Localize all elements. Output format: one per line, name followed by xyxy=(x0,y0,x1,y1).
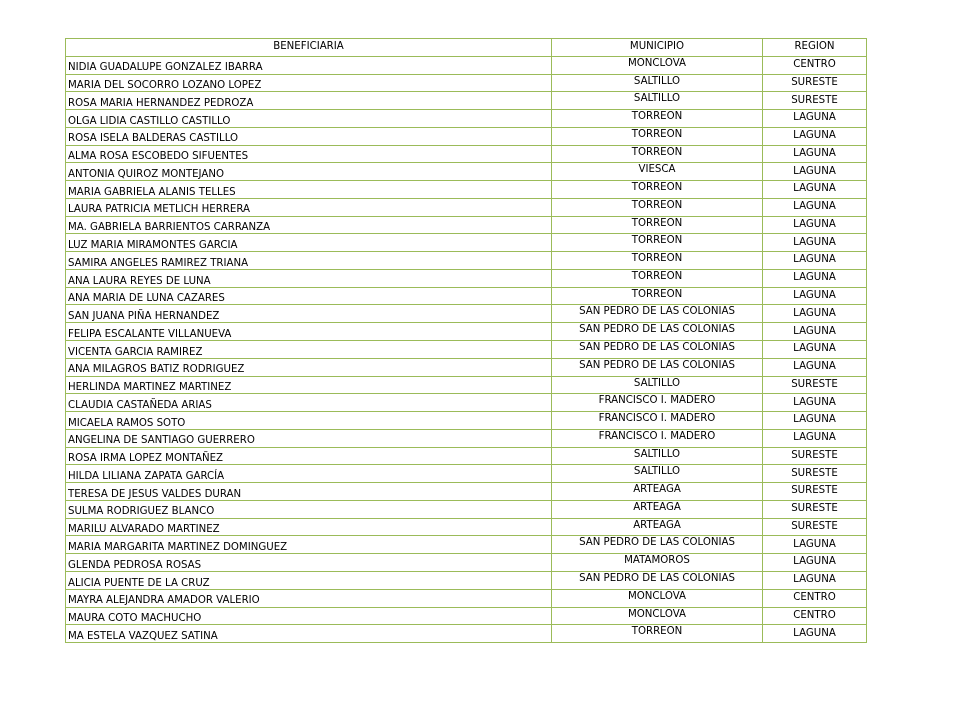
municipio-cell: SAN PEDRO DE LAS COLONIAS xyxy=(552,536,763,554)
region-cell: LAGUNA xyxy=(763,358,867,376)
municipio-cell: SAN PEDRO DE LAS COLONIAS xyxy=(552,323,763,341)
region-cell: SURESTE xyxy=(763,74,867,92)
beneficiaria-cell: ALMA ROSA ESCOBEDO SIFUENTES xyxy=(66,145,552,163)
municipio-cell: SALTILLO xyxy=(552,92,763,110)
table-row xyxy=(66,163,867,181)
municipio-cell: TORREON xyxy=(552,181,763,199)
municipio-cell: ARTEAGA xyxy=(552,500,763,518)
header-region: REGION xyxy=(763,39,867,57)
table-row xyxy=(66,376,867,394)
beneficiaria-cell: MAURA COTO MACHUCHO xyxy=(66,607,552,625)
beneficiaria-cell: MA. GABRIELA BARRIENTOS CARRANZA xyxy=(66,216,552,234)
table-row xyxy=(66,252,867,270)
table-row xyxy=(66,181,867,199)
table-row xyxy=(66,269,867,287)
table-row xyxy=(66,536,867,554)
municipio-cell: SAN PEDRO DE LAS COLONIAS xyxy=(552,571,763,589)
beneficiaria-cell: MA ESTELA VAZQUEZ SATINA xyxy=(66,625,552,643)
beneficiaria-cell: NIDIA GUADALUPE GONZALEZ IBARRA xyxy=(66,56,552,74)
table-row xyxy=(66,447,867,465)
table-row xyxy=(66,500,867,518)
table-row xyxy=(66,341,867,359)
header-municipio: MUNICIPIO xyxy=(552,39,763,57)
table-row xyxy=(66,625,867,643)
beneficiaria-cell: MARIA MARGARITA MARTINEZ DOMINGUEZ xyxy=(66,536,552,554)
beneficiaria-cell: HERLINDA MARTINEZ MARTINEZ xyxy=(66,376,552,394)
region-cell: LAGUNA xyxy=(763,252,867,270)
table-row xyxy=(66,589,867,607)
municipio-cell: FRANCISCO I. MADERO xyxy=(552,429,763,447)
table-row xyxy=(66,110,867,128)
region-cell: LAGUNA xyxy=(763,181,867,199)
region-cell: LAGUNA xyxy=(763,394,867,412)
table-row xyxy=(66,554,867,572)
region-cell: SURESTE xyxy=(763,447,867,465)
region-cell: LAGUNA xyxy=(763,198,867,216)
municipio-cell: MONCLOVA xyxy=(552,589,763,607)
region-cell: LAGUNA xyxy=(763,163,867,181)
table-row xyxy=(66,305,867,323)
table-row xyxy=(66,571,867,589)
region-cell: LAGUNA xyxy=(763,571,867,589)
region-cell: LAGUNA xyxy=(763,110,867,128)
municipio-cell: TORREON xyxy=(552,252,763,270)
region-cell: LAGUNA xyxy=(763,145,867,163)
municipio-cell: ARTEAGA xyxy=(552,483,763,501)
region-cell: LAGUNA xyxy=(763,341,867,359)
beneficiaria-cell: SULMA RODRIGUEZ BLANCO xyxy=(66,500,552,518)
municipio-cell: SAN PEDRO DE LAS COLONIAS xyxy=(552,341,763,359)
table-row xyxy=(66,74,867,92)
region-cell: LAGUNA xyxy=(763,536,867,554)
beneficiaria-cell: ANA MARIA DE LUNA CAZARES xyxy=(66,287,552,305)
beneficiaria-cell: FELIPA ESCALANTE VILLANUEVA xyxy=(66,323,552,341)
table-row xyxy=(66,127,867,145)
table-row xyxy=(66,56,867,74)
table-row xyxy=(66,323,867,341)
region-cell: LAGUNA xyxy=(763,625,867,643)
beneficiaria-cell: CLAUDIA CASTAÑEDA ARIAS xyxy=(66,394,552,412)
table-row xyxy=(66,234,867,252)
beneficiaries-table xyxy=(65,38,867,643)
table-row xyxy=(66,198,867,216)
region-cell: LAGUNA xyxy=(763,127,867,145)
municipio-cell: SAN PEDRO DE LAS COLONIAS xyxy=(552,305,763,323)
region-cell: SURESTE xyxy=(763,483,867,501)
beneficiaria-cell: MARIA DEL SOCORRO LOZANO LOPEZ xyxy=(66,74,552,92)
region-cell: LAGUNA xyxy=(763,269,867,287)
beneficiaria-cell: MAYRA ALEJANDRA AMADOR VALERIO xyxy=(66,589,552,607)
municipio-cell: SALTILLO xyxy=(552,465,763,483)
table-row xyxy=(66,412,867,430)
beneficiaria-cell: ALICIA PUENTE DE LA CRUZ xyxy=(66,571,552,589)
table-row xyxy=(66,287,867,305)
table-row xyxy=(66,358,867,376)
municipio-cell: TORREON xyxy=(552,198,763,216)
beneficiaria-cell: MARILU ALVARADO MARTINEZ xyxy=(66,518,552,536)
municipio-cell: MONCLOVA xyxy=(552,56,763,74)
region-cell: SURESTE xyxy=(763,500,867,518)
region-cell: CENTRO xyxy=(763,607,867,625)
region-cell: LAGUNA xyxy=(763,287,867,305)
beneficiaria-cell: ROSA IRMA LOPEZ MONTAÑEZ xyxy=(66,447,552,465)
municipio-cell: VIESCA xyxy=(552,163,763,181)
beneficiaria-cell: ROSA ISELA BALDERAS CASTILLO xyxy=(66,127,552,145)
municipio-cell: TORREON xyxy=(552,145,763,163)
table-row xyxy=(66,216,867,234)
table-body xyxy=(66,56,867,642)
table-row xyxy=(66,394,867,412)
beneficiaria-cell: LUZ MARIA MIRAMONTES GARCIA xyxy=(66,234,552,252)
beneficiaria-cell: VICENTA GARCIA RAMIREZ xyxy=(66,341,552,359)
beneficiaria-cell: ROSA MARIA HERNANDEZ PEDROZA xyxy=(66,92,552,110)
region-cell: SURESTE xyxy=(763,465,867,483)
region-cell: LAGUNA xyxy=(763,305,867,323)
municipio-cell: SALTILLO xyxy=(552,376,763,394)
municipio-cell: FRANCISCO I. MADERO xyxy=(552,394,763,412)
beneficiaria-cell: ANGELINA DE SANTIAGO GUERRERO xyxy=(66,429,552,447)
table-row xyxy=(66,518,867,536)
municipio-cell: MATAMOROS xyxy=(552,554,763,572)
municipio-cell: ARTEAGA xyxy=(552,518,763,536)
municipio-cell: MONCLOVA xyxy=(552,607,763,625)
region-cell: LAGUNA xyxy=(763,554,867,572)
region-cell: SURESTE xyxy=(763,518,867,536)
region-cell: SURESTE xyxy=(763,92,867,110)
table-row xyxy=(66,607,867,625)
municipio-cell: TORREON xyxy=(552,287,763,305)
table-row xyxy=(66,92,867,110)
municipio-cell: TORREON xyxy=(552,110,763,128)
beneficiaria-cell: GLENDA PEDROSA ROSAS xyxy=(66,554,552,572)
beneficiaria-cell: MICAELA RAMOS SOTO xyxy=(66,412,552,430)
region-cell: LAGUNA xyxy=(763,429,867,447)
municipio-cell: TORREON xyxy=(552,216,763,234)
municipio-cell: TORREON xyxy=(552,269,763,287)
municipio-cell: TORREON xyxy=(552,127,763,145)
municipio-cell: SALTILLO xyxy=(552,74,763,92)
beneficiaria-cell: ANTONIA QUIROZ MONTEJANO xyxy=(66,163,552,181)
table-row xyxy=(66,429,867,447)
region-cell: SURESTE xyxy=(763,376,867,394)
region-cell: CENTRO xyxy=(763,56,867,74)
beneficiaria-cell: MARIA GABRIELA ALANIS TELLES xyxy=(66,181,552,199)
table-row xyxy=(66,483,867,501)
beneficiaria-cell: SAN JUANA PIÑA HERNANDEZ xyxy=(66,305,552,323)
header-row xyxy=(66,39,867,57)
region-cell: CENTRO xyxy=(763,589,867,607)
municipio-cell: SAN PEDRO DE LAS COLONIAS xyxy=(552,358,763,376)
beneficiaria-cell: HILDA LILIANA ZAPATA GARCÍA xyxy=(66,465,552,483)
region-cell: LAGUNA xyxy=(763,412,867,430)
region-cell: LAGUNA xyxy=(763,323,867,341)
beneficiaria-cell: LAURA PATRICIA METLICH HERRERA xyxy=(66,198,552,216)
beneficiaria-cell: SAMIRA ANGELES RAMIREZ TRIANA xyxy=(66,252,552,270)
region-cell: LAGUNA xyxy=(763,234,867,252)
table-row xyxy=(66,465,867,483)
municipio-cell: SALTILLO xyxy=(552,447,763,465)
beneficiaria-cell: ANA MILAGROS BATIZ RODRIGUEZ xyxy=(66,358,552,376)
beneficiaria-cell: TERESA DE JESUS VALDES DURAN xyxy=(66,483,552,501)
beneficiaria-cell: OLGA LIDIA CASTILLO CASTILLO xyxy=(66,110,552,128)
header-beneficiaria: BENEFICIARIA xyxy=(66,39,552,57)
municipio-cell: FRANCISCO I. MADERO xyxy=(552,412,763,430)
municipio-cell: TORREON xyxy=(552,625,763,643)
beneficiaria-cell: ANA LAURA REYES DE LUNA xyxy=(66,269,552,287)
table-row xyxy=(66,145,867,163)
municipio-cell: TORREON xyxy=(552,234,763,252)
region-cell: LAGUNA xyxy=(763,216,867,234)
